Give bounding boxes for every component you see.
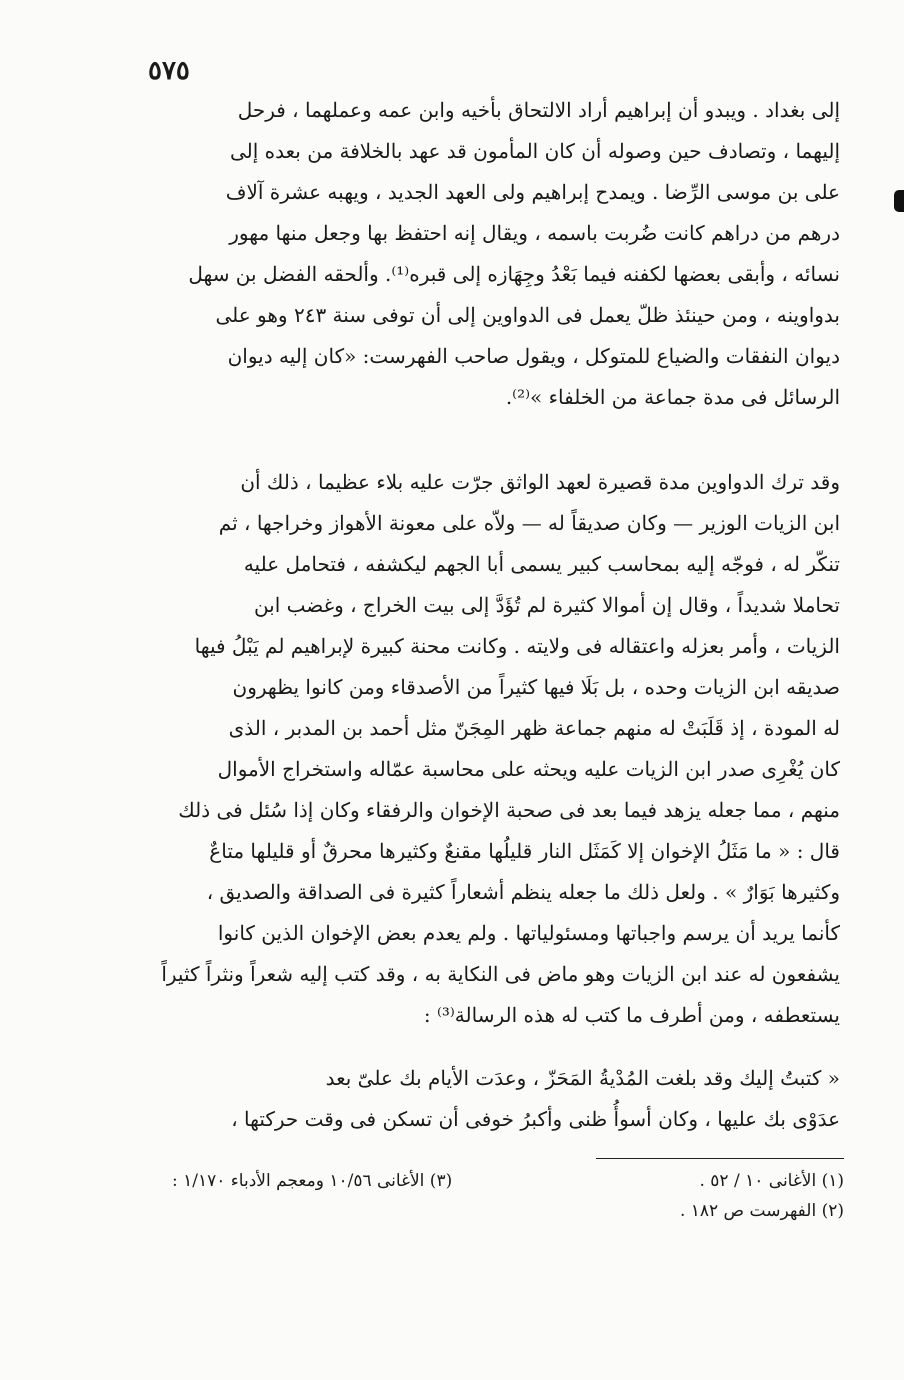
footnote-row bbox=[150, 1166, 844, 1196]
text-line: الرسائل فى مدة جماعة من الخلفاء »⁽²⁾. bbox=[505, 385, 840, 409]
page-edge-mark bbox=[894, 190, 904, 212]
text-line: على بن موسى الرِّضا . ويمدح إبراهيم ولى العهد الجديد ، ويهبه عشرة آلاف bbox=[225, 180, 840, 204]
text-line: يشفعون له عند ابن الزيات وهو ماض فى النكاية به ، وقد كتب إليه شعراً ونثراً كثيراً bbox=[161, 962, 840, 986]
text-line: وكثيرها بَوَارٌ » . ولعل ذلك ما جعله ينظم أشعاراً كثيرة فى الصداقة والصديق ، bbox=[206, 880, 840, 904]
footnote-row bbox=[150, 1196, 844, 1226]
text-line: منهم ، مما جعله يزهد فيما بعد فى صحبة الإخوان والرفقاء وكان إذا سُئل فى ذلك bbox=[178, 798, 840, 822]
text-line: ابن الزيات الوزير — وكان صديقاً له — ولاّه على معونة الأهواز وخراجها ، ثم bbox=[218, 511, 840, 535]
footnote-divider bbox=[596, 1158, 844, 1159]
text-line: بدواوينه ، ومن حينئذ ظلّ يعمل فى الدواوين إلى أن توفى سنة ٢٤٣ وهو على bbox=[215, 303, 840, 327]
text-line: تحاملا شديداً ، وقال إن أموالا كثيرة لم تُؤَدَّ إلى بيت الخراج ، وغضب ابن bbox=[253, 593, 840, 617]
paragraph-2 bbox=[150, 462, 840, 1036]
text-line: كأنما يريد أن يرسم واجباتها ومسئولياتها . ولم يعدم بعض الإخوان الذين كانوا bbox=[217, 921, 840, 945]
text-line: الزيات ، وأمر بعزله واعتقاله فى ولايته . وكانت محنة كبيرة لإبراهيم لم يَبْلُ فيها bbox=[194, 634, 840, 658]
text-line: قال : « ما مَثَلُ الإخوان إلا كَمَثَل النار قليلُها مقنعٌ وكثيرها محرقٌ أو قليلها متاعٌ bbox=[209, 839, 840, 863]
footnotes bbox=[150, 1166, 844, 1226]
text-line: « كتبتُ إليك وقد بلغت المُدْيةُ المَحَزّ ، وعدَت الأيام بك علىّ بعد bbox=[325, 1066, 840, 1090]
footnote-2: (٢) الفهرست ص ١٨٢ . bbox=[679, 1201, 844, 1221]
text-line: تنكّر له ، فوجّه إليه بمحاسب كبير يسمى أبا الجهم ليكشفه ، فتحامل عليه bbox=[243, 552, 840, 576]
text-line: ديوان النفقات والضياع للمتوكل ، ويقول صاحب الفهرست: «كان إليه ديوان bbox=[227, 344, 840, 368]
text-line: كان يُغْرِى صدر ابن الزيات عليه ويحثه على محاسبة عمّاله واستخراج الأموال bbox=[217, 757, 840, 781]
text-line: إليهما ، وتصادف حين وصوله أن كان المأمون قد عهد بالخلافة من بعده إلى bbox=[230, 139, 840, 163]
paragraph-1 bbox=[150, 90, 840, 418]
text-line: وقد ترك الدواوين مدة قصيرة لعهد الواثق جرّت عليه بلاء عظيما ، ذلك أن bbox=[240, 470, 840, 494]
text-line: نسائه ، وأبقى بعضها لكفنه فيما بَعْدُ وجِهَازه إلى قبره⁽¹⁾. وألحقه الفضل بن سهل bbox=[188, 262, 840, 286]
footnote-1: (١) الأغانى ١٠ / ٥٢ . bbox=[699, 1171, 844, 1191]
text-line: عدَوْى بك عليها ، وكان أسوأُ ظنى وأكبرُ خوفى أن تسكن فى وقت حركتها ، bbox=[231, 1107, 840, 1131]
text-line: صديقه ابن الزيات وحده ، بل بَلَا فيها كثيراً من الأصدقاء ومن كانوا يظهرون bbox=[232, 675, 840, 699]
text-line: يستعطفه ، ومن أطرف ما كتب له هذه الرسالة⁽³⁾ : bbox=[423, 1003, 840, 1027]
footnote-3: (٣) الأغانى ١٠/٥٦ ومعجم الأدباء ١/١٧٠ : bbox=[172, 1171, 453, 1191]
text-line: درهم من دراهم كانت ضُربت باسمه ، ويقال إنه احتفظ بها وجعل منها مهور bbox=[229, 221, 840, 245]
text-line: إلى بغداد . ويبدو أن إبراهيم أراد الالتحاق بأخيه وابن عمه وعملهما ، فرحل bbox=[237, 98, 840, 122]
text-line: له المودة ، إذ قَلَبَتْ له منهم جماعة ظهر المِجَنّ مثل أحمد بن المدبر ، الذى bbox=[228, 716, 840, 740]
page-number: ٥٧٥ bbox=[148, 56, 190, 86]
paragraph-3-quote bbox=[150, 1058, 840, 1140]
